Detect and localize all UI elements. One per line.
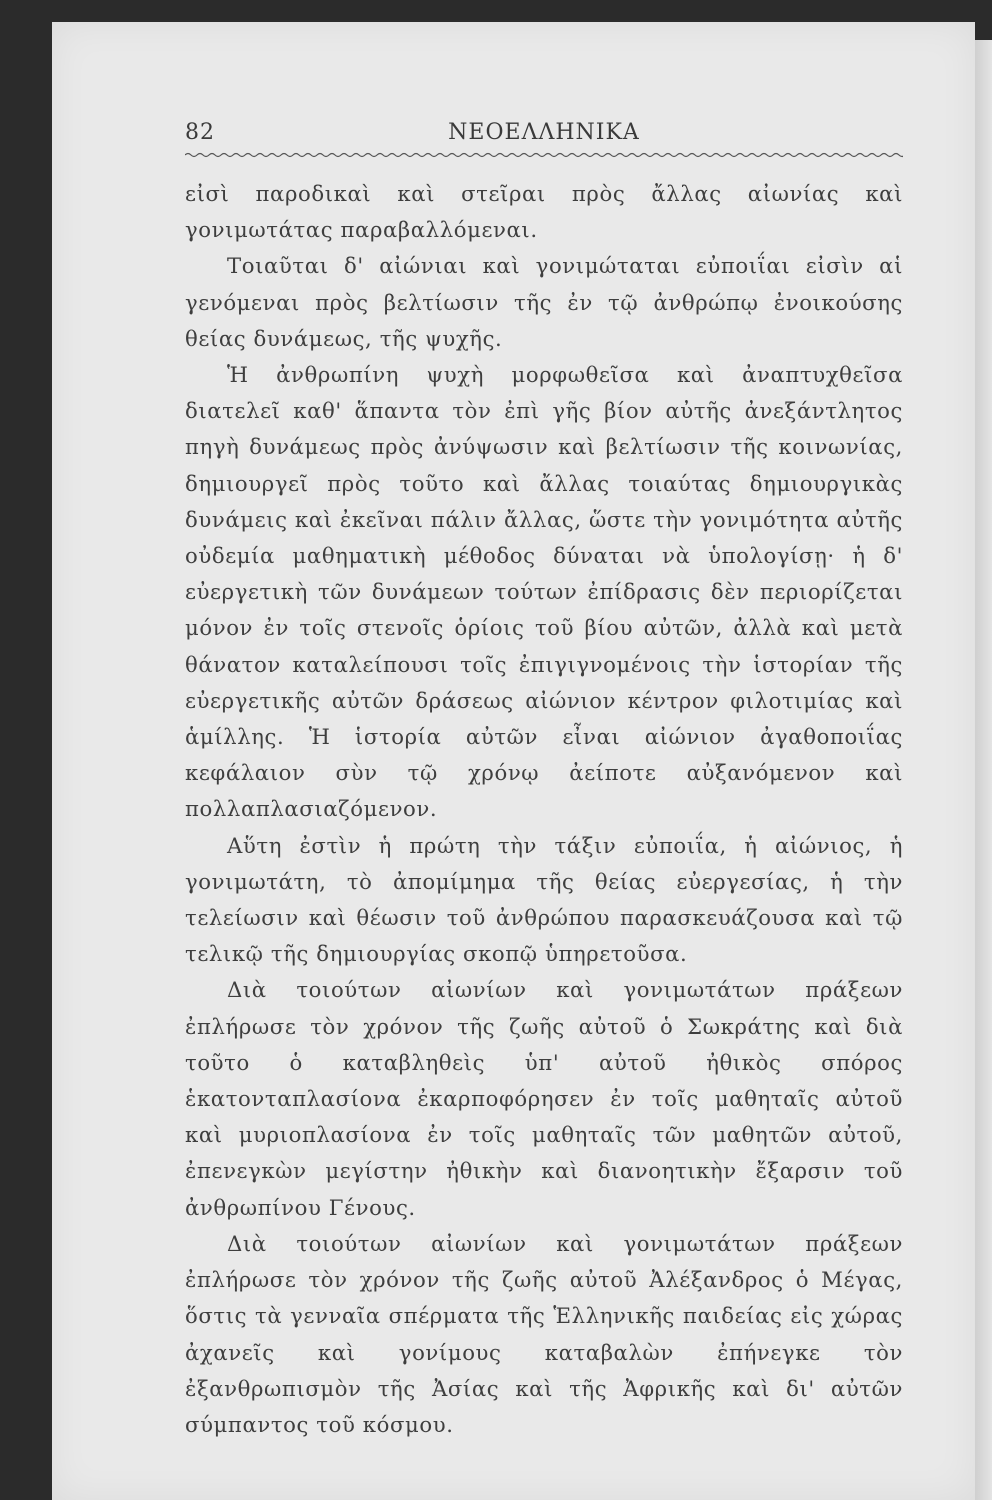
paragraph-5: Διὰ τοιούτων αἰωνίων καὶ γονιμωτάτων πράξεων ἐπλήρωσε τὸν χρόνον τῆς ζωῆς αὐτοῦ ὁ Σωκράτης καὶ διὰ τοῦτο ὁ καταβληθεὶς ὑπ' αὐτοῦ ἠθικὸς σπόρος ἑκατονταπλασίονα ἐκαρποφόρησεν ἐν τοῖς μαθηταῖς αὐτοῦ καὶ μυριοπλασίονα ἐν τοῖς μαθηταῖς τῶν μαθητῶν αὐτοῦ, ἐπενεγκὼν μεγίστην ἠθικὴν καὶ διανοητικὴν ἔξαρσιν τοῦ ἀνθρωπίνου Γένους.	[185, 977, 903, 1220]
body-text	[185, 176, 903, 1443]
paragraph-1: εἰσὶ παροδικαὶ καὶ στεῖραι πρὸς ἄλλας αἰωνίας καὶ γονιμωτάτας παραβαλλόμεναι.	[185, 181, 903, 243]
wavy-rule-divider	[185, 151, 903, 159]
scan-background	[0, 0, 992, 22]
paragraph-3: Ἡ ἀνθρωπίνη ψυχὴ μορφωθεῖσα καὶ ἀναπτυχθεῖσα διατελεῖ καθ' ἅπαντα τὸν ἐπὶ γῆς βίον αὐτῆς ἀνεξάντλητος πηγὴ δυνάμεως πρὸς ἀνύψωσιν καὶ βελτίωσιν τῆς κοινωνίας, δημιουργεῖ πρὸς τοῦτο καὶ ἄλλας τοιαύτας δημιουργικὰς δυνάμεις καὶ ἐκεῖναι πάλιν ἄλλας, ὥστε τὴν γονιμότητα αὐτῆς οὐδεμία μαθηματικὴ μέθοδος δύναται νὰ ὑπολογίσῃ· ἡ δ' εὐεργετικὴ τῶν δυνάμεων τούτων ἐπίδρασις δὲν περιορίζεται μόνον ἐν τοῖς στενοῖς ὁρίοις τοῦ βίου αὐτῶν, ἀλλὰ καὶ μετὰ θάνατον καταλείπουσι τοῖς ἐπιγιγνομένοις τὴν ἱστορίαν τῆς εὐεργετικῆς αὐτῶν δράσεως αἰώνιον κέντρον φιλοτιμίας καὶ ἁμίλλης. Ἡ ἱστορία αὐτῶν εἶναι αἰώνιον ἀγαθοποιΐας κεφάλαιον σὺν τῷ χρόνῳ ἀείποτε αὐξανόμενον καὶ πολλαπλασιαζόμενον.	[185, 362, 903, 822]
page-edge	[975, 40, 992, 1500]
paragraph-2: Τοιαῦται δ' αἰώνιαι καὶ γονιμώταται εὐποιΐαι εἰσὶν αἱ γενόμεναι πρὸς βελτίωσιν τῆς ἐν τῷ ἀνθρώπῳ ἐνοικούσης θείας δυνάμεως, τῆς ψυχῆς.	[185, 253, 903, 351]
paragraph-6: Διὰ τοιούτων αἰωνίων καὶ γονιμωτάτων πράξεων ἐπλήρωσε τὸν χρόνον τῆς ζωῆς αὐτοῦ Ἀλέξανδρος ὁ Μέγας, ὅστις τὰ γενναῖα σπέρματα τῆς Ἑλληνικῆς παιδείας εἰς χώρας ἀχανεῖς καὶ γονίμους καταβαλὼν ἐπήνεγκε τὸν ἐξανθρωπισμὸν τῆς Ἀσίας καὶ τῆς Ἀφρικῆς καὶ δι' αὐτῶν σύμπαντος τοῦ κόσμου.	[185, 1230, 903, 1437]
page-number: 82	[185, 120, 215, 145]
running-title: ΝΕΟΕΛΛΗΝΙΚΑ	[448, 120, 640, 145]
paragraph-4: Αὕτη ἐστὶν ἡ πρώτη τὴν τάξιν εὐποιΐα, ἡ αἰώνιος, ἡ γονιμωτάτη, τὸ ἀπομίμημα τῆς θείας εὐεργεσίας, ἡ τὴν τελείωσιν καὶ θέωσιν τοῦ ἀνθρώπου παρασκευάζουσα καὶ τῷ τελικῷ τῆς δημιουργίας σκοπῷ ὑπηρετοῦσα.	[185, 832, 903, 967]
running-header	[185, 118, 903, 152]
